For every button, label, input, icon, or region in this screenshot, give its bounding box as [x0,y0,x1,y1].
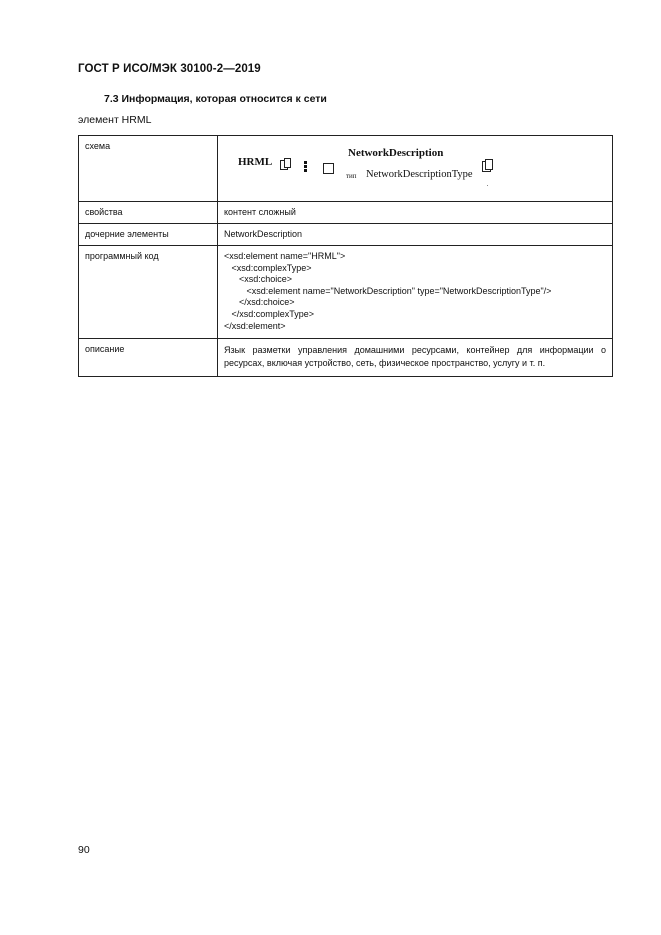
document-header: ГОСТ Р ИСО/МЭК 30100-2—2019 [78,63,261,75]
table-row-children [79,224,613,246]
schema-label: схема [79,136,218,202]
properties-value: контент сложный [218,202,613,224]
section-title: 7.3 Информация, которая относится к сети [104,93,327,105]
schema-child-name: NetworkDescription [348,147,444,159]
dot-mark [487,185,488,186]
table-row-properties [79,202,613,224]
schema-root-name: HRML [238,156,273,168]
code-cell [218,246,613,339]
table-row-schema [79,136,613,202]
children-value: NetworkDescription [218,224,613,246]
element-spec-table [78,135,613,377]
element-label: элемент HRML [78,114,152,126]
properties-label: свойства [79,202,218,224]
connector-box-icon [323,163,334,174]
code-line: </xsd:choice> [224,297,295,308]
table-row-description [79,339,613,377]
children-label: дочерние элементы [79,224,218,246]
schema-type-label: тип [346,172,357,180]
element-icon [280,160,288,170]
code-line: </xsd:element> [224,320,286,331]
schema-diagram [224,141,606,195]
description-label: описание [79,339,218,377]
code-line: <xsd:element name="NetworkDescription" type="NetworkDescriptionType"/> [224,285,552,296]
code-line: <xsd:complexType> [224,262,312,273]
code-label: программный код [79,246,218,339]
description-value: Язык разметки управления домашними ресурсами, контейнер для информации о ресурсах, включая устройство, сеть, физическое пространство, услугу и т. п. [218,339,613,377]
code-line: <xsd:choice> [224,274,293,285]
code-line: <xsd:element name="HRML"> [224,251,346,261]
schema-diagram-cell [218,136,613,202]
page-number: 90 [78,844,90,856]
table-row-code [79,246,613,339]
schema-child-type: NetworkDescriptionType [366,169,473,180]
code-line: </xsd:complexType> [224,308,315,319]
choice-icon [304,161,307,172]
child-element-icon [482,161,491,172]
